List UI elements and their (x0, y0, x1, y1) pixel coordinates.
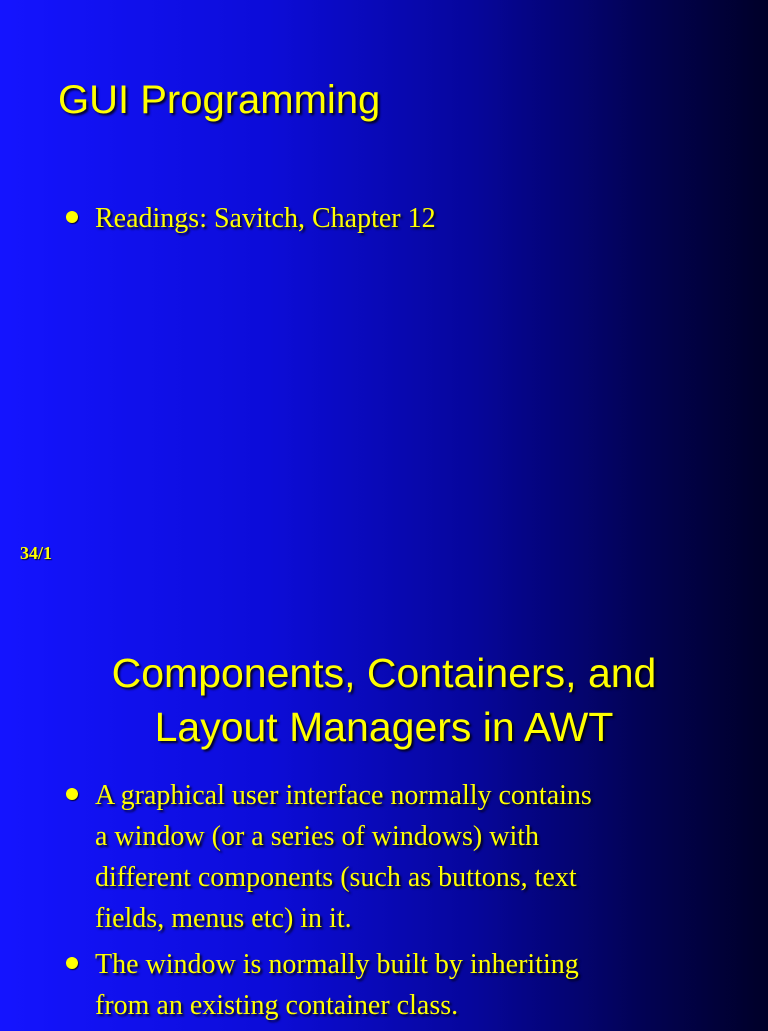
slide-2 (0, 590, 768, 1024)
bullet-text (95, 944, 768, 1026)
slide-title (0, 646, 768, 754)
slide-title-line: Components, Containers, and (111, 650, 657, 696)
bullet-item (0, 198, 768, 239)
bullet-text (95, 775, 768, 939)
slide-number: 34/1 (20, 543, 53, 563)
bullet-text (95, 198, 768, 239)
bullet-text-line: The window is normally built by inheriting (95, 949, 579, 980)
slide-title-line: Layout Managers in AWT (154, 704, 614, 750)
slide-title: GUI Programming (58, 78, 381, 122)
bullet-text-line: A graphical user interface normally contains (95, 780, 592, 811)
bullet-dot-icon (66, 788, 78, 800)
bullet-list (0, 775, 768, 1031)
bullet-text-line: fields, menus etc) in it. (95, 903, 352, 934)
bullet-text-line: Readings: Savitch, Chapter 12 (95, 203, 436, 234)
bullet-text-line: different components (such as buttons, text (95, 862, 577, 893)
bullet-dot-icon (66, 211, 78, 223)
bullet-item (0, 775, 768, 939)
bullet-text-line: from an existing container class. (95, 990, 459, 1021)
bullet-list (0, 198, 768, 244)
bullet-text-line: a window (or a series of windows) with (95, 821, 540, 852)
bullet-dot-icon (66, 957, 78, 969)
bullet-item (0, 944, 768, 1026)
